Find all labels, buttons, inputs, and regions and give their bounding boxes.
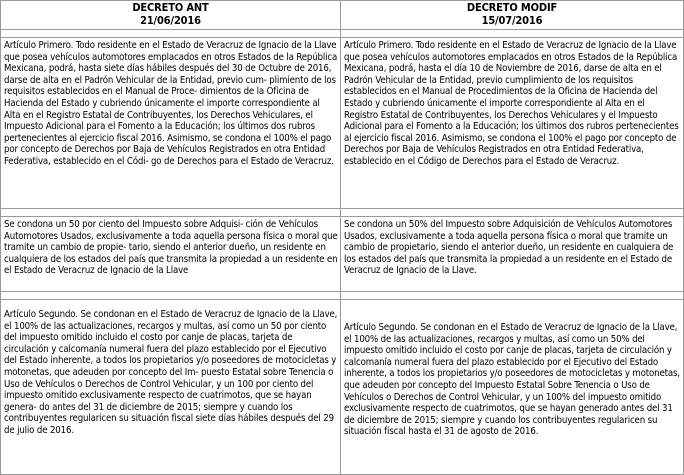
cell-text: Artículo Segundo. Se condonan en el Estado de Veracruz de Ignacio de la Llave, el 100% de las actualizaciones, recargos y multas, así como un 50% del impuesto omitido incluido el costo por canje de placas, tarjeta de circulación y calcomanía numeral fuera del plazo establecido por el Ejecutivo del Estado inherente, a todos los propietarios y/o poseedores de motocicletas y motonetas, que adeuden por concepto del Impuesto Estatal Sobre Tenencia o Uso de Vehículos o Derechos de Control Vehicular, y un 100% del impuesto omitido exclusivamente respecto de cuatrimotos, que se hayan generado antes del 31 de diciembre de 2015; siempre y cuando los contribuyentes regularicen su situación fiscal hasta el 31 de agosto de 2016. — [344, 322, 680, 438]
column-date: 21/06/2016 — [140, 14, 201, 27]
grid-line — [0, 216, 684, 217]
grid-line — [0, 37, 684, 38]
column-title: DECRETO ANT — [132, 1, 209, 14]
cell-text: Artículo Segundo. Se condonan en el Estado de Veracruz de Ignacio de la Llave, el 100% de las actualizaciones, recargos y multas, así como un 50 por ciento del impuesto omitido incluido el costo por canje de placas, tarjeta de circulación y calcomanía numeral fuera del plazo establecido por el Ejecutivo del Estado inherente, a todos los propietarios y/o poseedores de motocicletas y motonetas, que adeuden por concepto del Im- puesto Estatal sobre Tenencia o Uso de Vehículos o Derechos de Control Vehicular, y un 100 por ciento del impuesto omitido exclusivamente respecto de cuatrimotos, que se hayan genera- do antes del 31 de diciembre de 2015; siempre y cuando los contribuyentes regularicen su situación fiscal siete días hábiles después del 29 de julio de 2016. — [4, 309, 338, 436]
cell-ant-articulo-primero — [1, 40, 340, 168]
cell-text: Se condona un 50% del Impuesto sobre Adquisición de Vehículos Automotores Usados, exclusivamente a toda aquella persona física o moral que tramite un cambio de propietario, siendo el anterior dueño, un residente en cualquiera de los estados del país que transmita la propiedad a un residente en el Estado de Veracruz de Ignacio de la Llave. — [344, 219, 674, 277]
column-header-ant — [1, 0, 340, 30]
cell-text: Artículo Primero. Todo residente en el Estado de Veracruz de Ignacio de la Llave que posea vehículos automotores emplacados en otros Estados de la República Mexicana, podrá, hasta el día 10 de Noviembre de 2016, darse de alta en el Padrón Vehicular de la Entidad, previo cumplimiento de los requisitos establecidos en el Manual de Procedimientos de la Oficina de Hacienda del Estado y cubriendo únicamente el importe correspondiente al Alta en el Registro Estatal de Contribuyentes, los Derechos Vehiculares y el Impuesto Adicional para el Fomento a la Educación; los últimos dos rubros pertenecientes al ejercicio fiscal 2016. Asimismo, se condona el 100% el pago por concepto de Derechos por Baja de Vehículos Registrados en otra Entidad Federativa, establecido en el Código de Derechos para el Estado de Veracruz. — [344, 40, 679, 167]
column-title: DECRETO MODIF — [466, 1, 558, 14]
cell-text: Se condona un 50 por ciento del Impuesto sobre Adquisi- ción de Vehículos Automotores Usados, exclusivamente a toda aquella persona física o moral que tramite un cambio de propie- tario, siendo el anterior dueño, un residente en cualquiera de los estados del país que transmita la propiedad a un residente en el Estado de Veracruz de Ignacio de la Llave — [4, 219, 338, 277]
cell-ant-articulo-segundo — [1, 309, 340, 437]
grid-line — [0, 291, 684, 292]
cell-text: Artículo Primero. Todo residente en el Estado de Veracruz de Ignacio de la Llave que posea vehículos automotores emplacados en otros Estados de la República Mexicana, podrá, hasta siete días hábiles después del 30 de Octubre de 2016, darse de alta en el Padrón Vehicular de la Entidad, previo cum- plimiento de los requisitos establecidos en el Manual de Proce- dimientos de la Oficina de Hacienda del Estado y cubriendo únicamente el importe correspondiente al Alta en el Registro Estatal de Contribuyentes, los Derechos Vehiculares, el Impuesto Adicional para el Fomento a la Educación; los últimos dos rubros pertenecientes al ejercicio fiscal 2016. Asimismo, se condona el 100% el pago por concepto de Derechos por Baja de Vehículos Registrados en otra Entidad Federativa, establecido en el Códi- go de Derechos para el Estado de Veracruz. — [4, 40, 338, 167]
cell-modif-condonacion — [341, 219, 683, 277]
cell-ant-condonacion — [1, 219, 340, 277]
column-date: 15/07/2016 — [481, 14, 543, 27]
cell-modif-articulo-segundo — [341, 322, 683, 438]
cell-modif-articulo-primero — [341, 40, 683, 168]
column-header-modif — [341, 0, 683, 30]
grid-line — [0, 208, 684, 209]
grid-line — [0, 299, 684, 300]
